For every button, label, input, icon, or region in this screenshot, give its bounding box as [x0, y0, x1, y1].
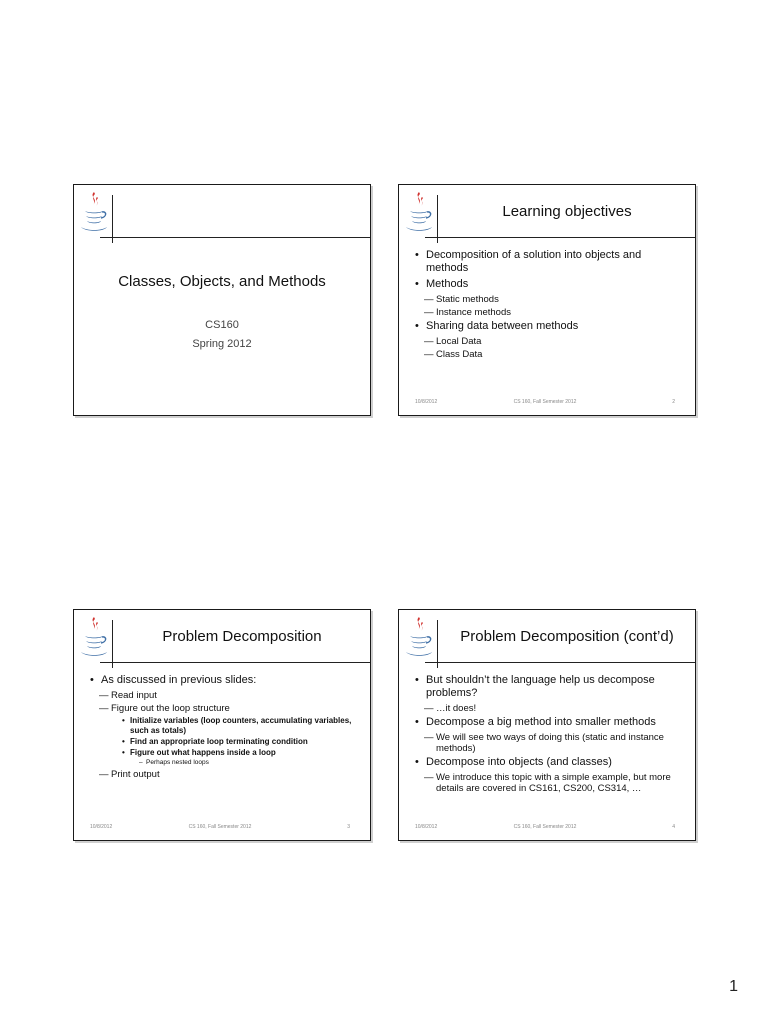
- bullet-level-2: — Local Data: [411, 336, 685, 347]
- slide-body: [411, 247, 685, 362]
- title-divider-vertical: [112, 620, 113, 668]
- footer-course: CS 160, Fall Semester 2012: [513, 824, 577, 830]
- slide-footer: [415, 824, 675, 832]
- footer-course: CS 160, Fall Semester 2012: [513, 399, 577, 405]
- footer-slide-number: 4: [672, 824, 675, 830]
- bullet-level-3: • Initialize variables (loop counters, accumulating variables, such as totals): [86, 716, 360, 736]
- bullet-level-2: — Read input: [86, 690, 360, 701]
- bullet-level-1: • But shouldn’t the language help us decompose problems?: [411, 674, 685, 700]
- bullet-level-1: • Sharing data between methods: [411, 320, 685, 333]
- title-divider-horizontal: [100, 662, 370, 663]
- java-logo-icon: [78, 189, 110, 235]
- slide-title: Problem Decomposition (cont’d): [460, 628, 674, 645]
- footer-slide-number: 2: [672, 399, 675, 405]
- slide-2: [398, 184, 696, 416]
- slide-title: Learning objectives: [502, 203, 632, 220]
- title-divider-horizontal: [100, 237, 370, 238]
- slide-course: CS160: [205, 319, 239, 331]
- bullet-level-2: — Instance methods: [411, 307, 685, 318]
- bullet-level-2: — Class Data: [411, 349, 685, 360]
- slide-4: [398, 609, 696, 841]
- bullet-level-2: — Print output: [86, 769, 360, 780]
- slide-body: [411, 672, 685, 796]
- footer-slide-number: 3: [347, 824, 350, 830]
- bullet-level-1: • Decompose into objects (and classes): [411, 756, 685, 769]
- slide-title: Problem Decomposition: [162, 628, 322, 645]
- slide-footer: [90, 824, 350, 832]
- title-divider-vertical: [112, 195, 113, 243]
- bullet-level-2: — Figure out the loop structure: [86, 703, 360, 714]
- footer-date: 10/8/2012: [90, 824, 113, 830]
- bullet-level-3: • Figure out what happens inside a loop: [86, 748, 360, 758]
- java-logo-icon: [403, 189, 435, 235]
- bullet-level-2: — We introduce this topic with a simple example, but more details are covered in CS161, CS200, CS314, …: [411, 772, 685, 794]
- bullet-level-2: — Static methods: [411, 294, 685, 305]
- bullet-level-1: • Methods: [411, 278, 685, 291]
- slide-body: [86, 672, 360, 782]
- slide-term: Spring 2012: [192, 338, 252, 350]
- title-divider-vertical: [437, 195, 438, 243]
- slide-title: Classes, Objects, and Methods: [118, 273, 326, 290]
- slide-footer: [415, 399, 675, 407]
- slide-1: [73, 184, 371, 416]
- title-divider-horizontal: [425, 237, 695, 238]
- page-number: 1: [729, 978, 738, 995]
- footer-date: 10/8/2012: [415, 824, 438, 830]
- bullet-level-3: • Find an appropriate loop terminating condition: [86, 737, 360, 747]
- bullet-level-4: – Perhaps nested loops: [86, 759, 360, 767]
- footer-date: 10/8/2012: [415, 399, 438, 405]
- bullet-level-2: — We will see two ways of doing this (static and instance methods): [411, 732, 685, 754]
- slide-3: [73, 609, 371, 841]
- java-logo-icon: [403, 614, 435, 660]
- title-divider-vertical: [437, 620, 438, 668]
- java-logo-icon: [78, 614, 110, 660]
- title-divider-horizontal: [425, 662, 695, 663]
- bullet-level-1: • Decomposition of a solution into objects and methods: [411, 249, 685, 275]
- bullet-level-1: • Decompose a big method into smaller methods: [411, 716, 685, 729]
- bullet-level-1: • As discussed in previous slides:: [86, 674, 360, 687]
- footer-course: CS 160, Fall Semester 2012: [188, 824, 252, 830]
- bullet-level-2: — …it does!: [411, 703, 685, 714]
